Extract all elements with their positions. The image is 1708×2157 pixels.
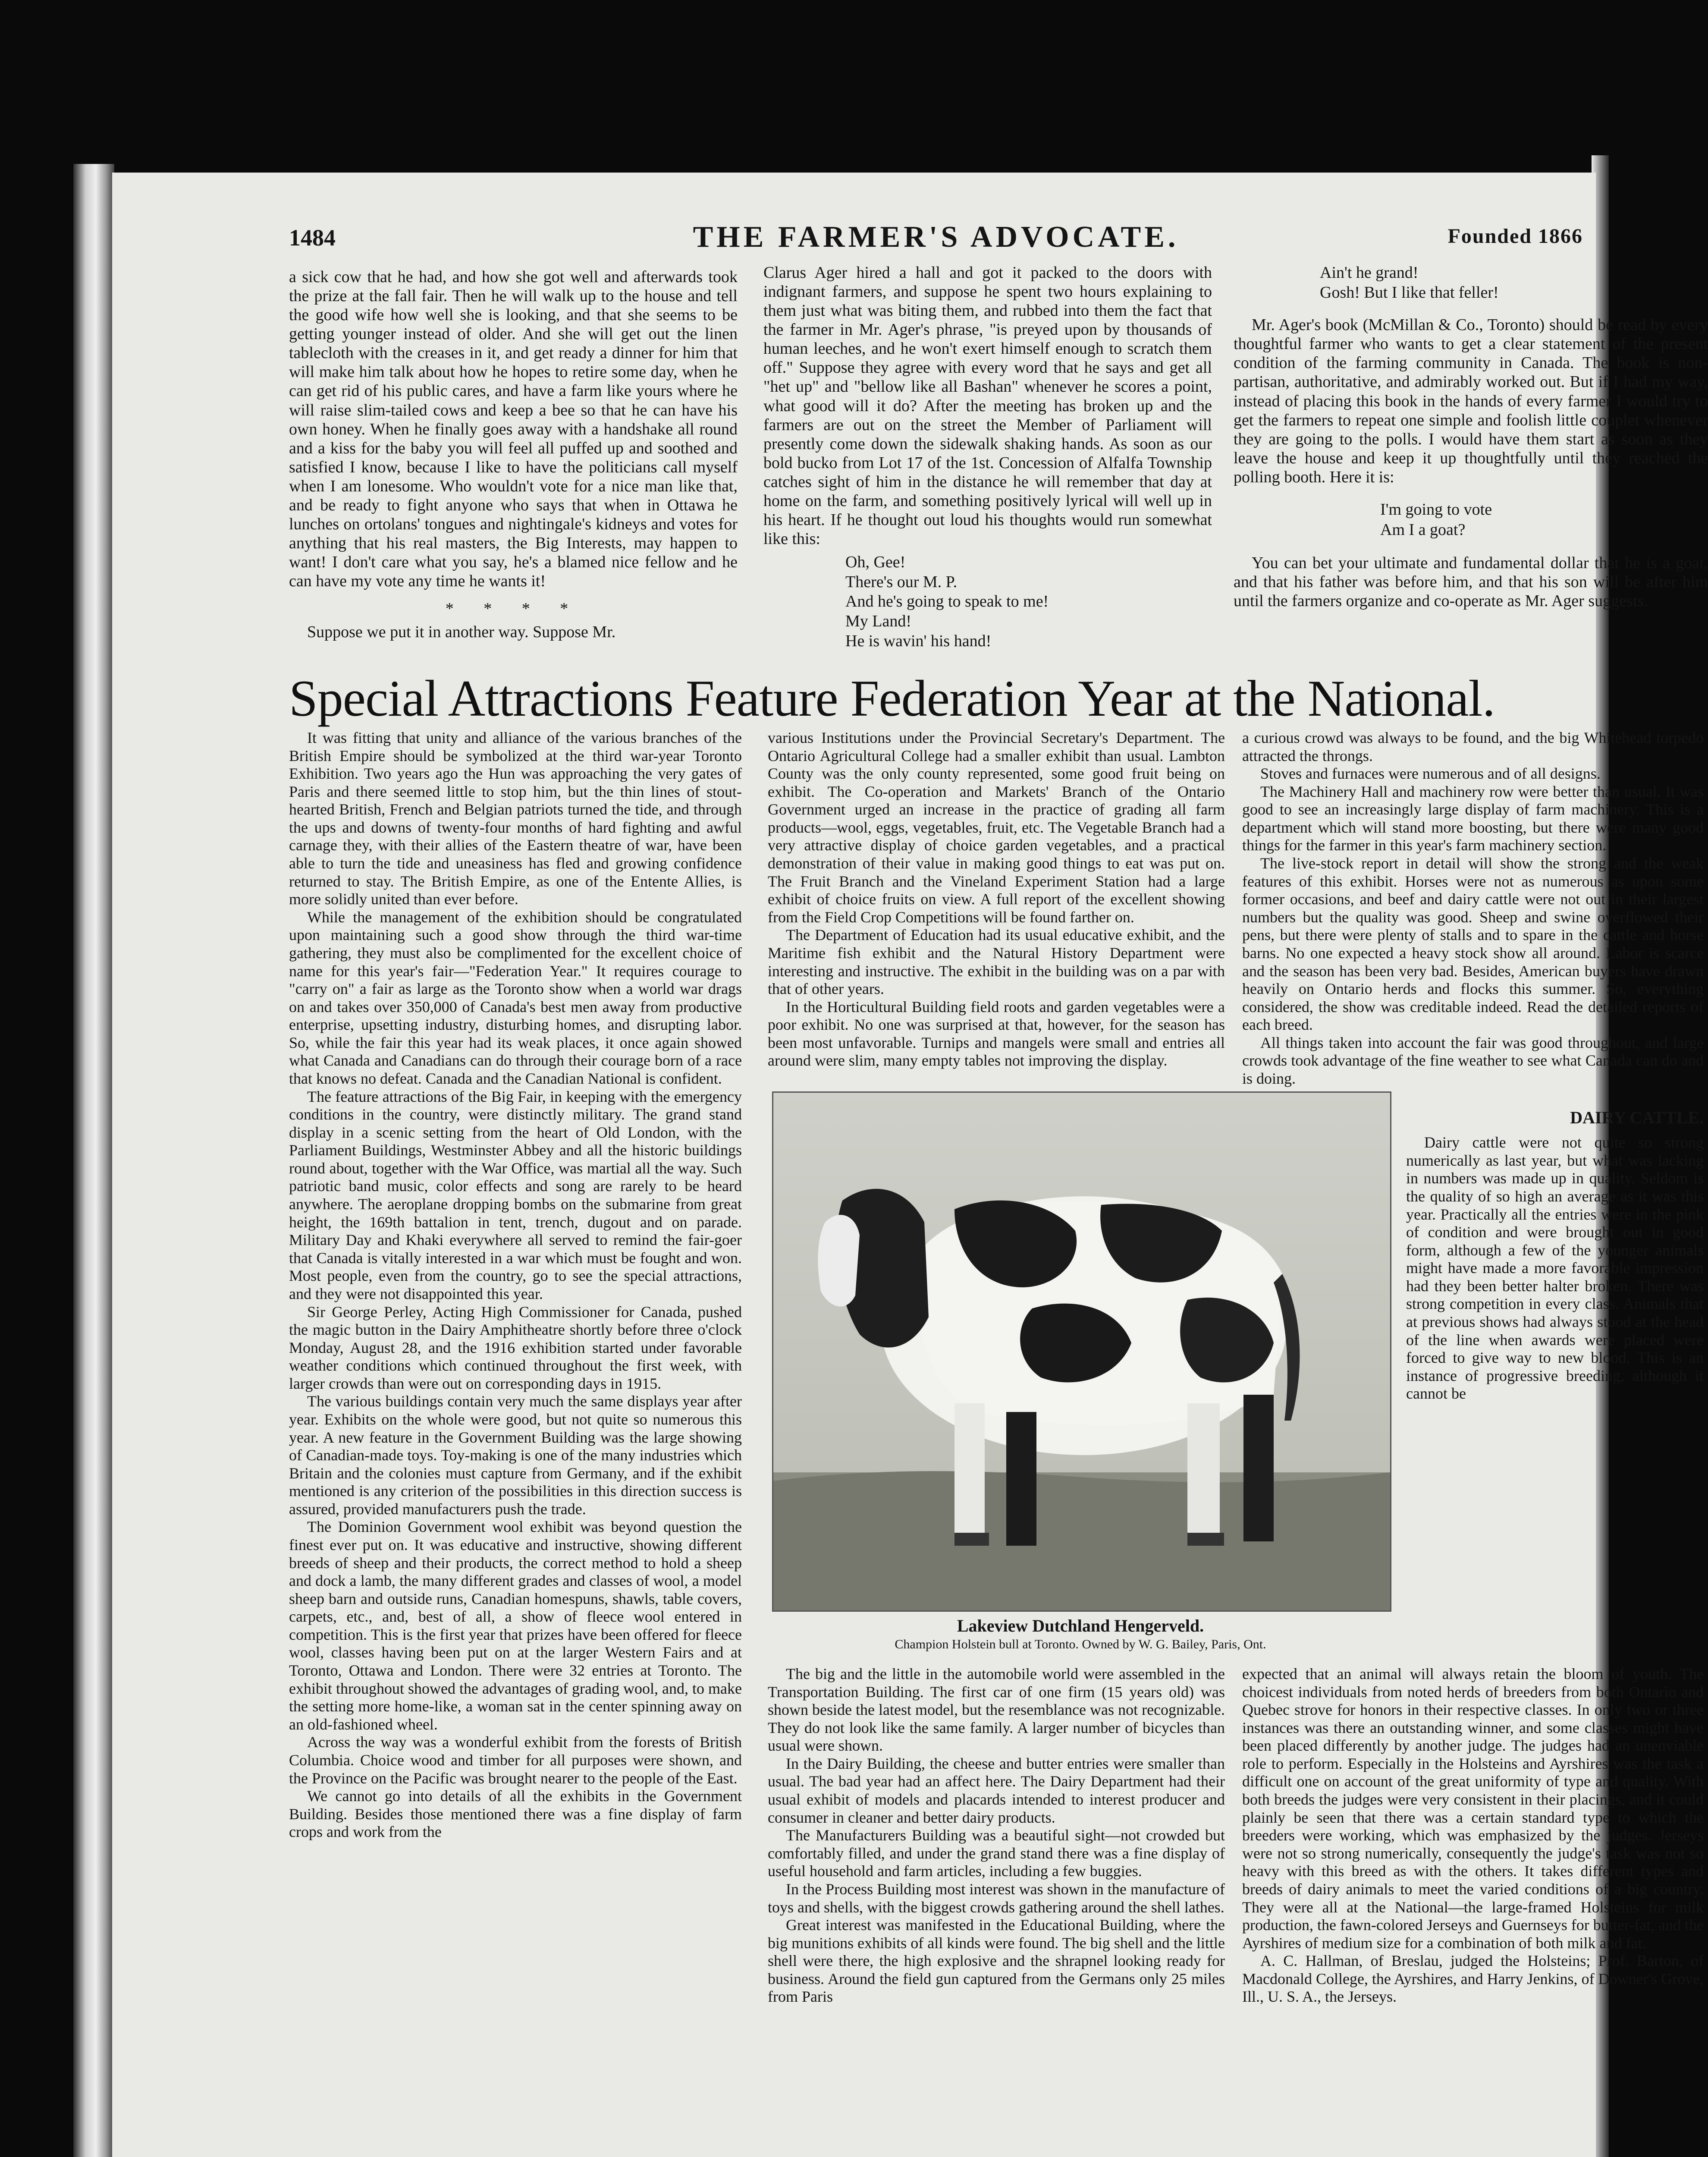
top-column-3 (1234, 263, 1708, 610)
paragraph: The feature attractions of the Big Fair, in keeping with the emergency conditions in the country, were distinctly military. The grand stand display in a scenic setting from the heart of Old London, with the Parliament Buildings, Westminster Abbey and all the historic buildings round about, together with the War Office, was martial all the way. Such patriotic band music, color effects and song are rarely to be heard anywhere. The aeroplane dropping bombs on the submarine from great height, the 169th battalion in tent, trench, dugout and on parade. Military Day and Khaki everywhere all served to remind the fair-goer that Canada is vitally interested in a war which must be fought and won. Most people, even from the country, go to see the special attractions, and they were not disappointed this year. (289, 1088, 742, 1302)
paragraph: Dairy cattle were not quite so strong numerically as last year, but what was lacking in numbers was made up in quality. Seldom is the quality of so high an average as it was this year. Practically all the entries were in the pink of condition and were brought out in good form, although a few of the younger animals might have made a more favorable impression had they been better halter broken. There was strong competition in every class. Animals that at previous shows had always stood at the head of the line when awards were placed were forced to give way to new blood. This is an instance of progressive breeding, although it cannot be (1406, 1134, 1704, 1402)
paragraph: Across the way was a wonderful exhibit from the forests of British Columbia. Choice wood and timber for all purposes were shown, and the Province on the Pacific was brought nearer to the people of the East. (289, 1733, 742, 1787)
article-headline: Special Attractions Feature Federation Year at the National. (289, 670, 1495, 727)
top-column-1 (289, 267, 738, 641)
couplet (1380, 500, 1708, 541)
paragraph: While the management of the exhibition should be congratulated upon maintaining such a good show through the third war-time gathering, they must also be complimented for the excellent choice of name for this year's fair—"Federation Year." It requires courage to "carry on" a fair as large as the Toronto show when a world war drags on and takes over 350,000 of Canada's best men away from productive enterprise, upsetting industry, disturbing homes, and disrupting labor. So, while the fair this year had its weak places, it once again showed what Canada and Canadians can do through their courage born of a race that knows no defeat. Canada and the Canadian National is confident. (289, 908, 742, 1087)
paragraph: a sick cow that he had, and how she got well and afterwards took the prize at the fall fair. Then he will walk up to the house and tell the good wife how well she is looking, and that she seems to be getting younger instead of older. And she will get out the linen tablecloth with the creases in it, and get ready a dinner for him that will make him talk about how he hopes to retire some day, when he can get rid of his public cares, and have a farm like yours where he will raise slim-tailed cows and keep a bee so that he can have his own honey. When he finally goes away with a handshake all round and a kiss for the baby you will feel all puffed up and soothed and satisfied I know, because I like to have the politicians call myself when I am lonesome. Who wouldn't vote for a nice man like that, and be ready to fight anyone who says that when in Ottawa he lunches on ortolans' tongues and nightingale's kidneys and votes for anything that his real masters, the Big Interests, may happen to want! I don't care what you say, he's a blamed nice fellow and he can have my vote any time he wants it! (289, 268, 738, 591)
paragraph: Stoves and furnaces were numerous and of all designs. (1260, 765, 1601, 783)
verse-line: And he's going to speak to me! (845, 592, 1049, 611)
section-stars: * * * * (445, 600, 581, 618)
holstein-bull-image (773, 1093, 1390, 1610)
paragraph: The Dominion Government wool exhibit was beyond question the finest ever put on. It was educative and instructive, showing different breeds of sheep and their products, the correct method to hold a sheep and dock a lamb, the many different grades and classes of wool, a model sheep barn and outside runs, Canadian homespuns, shawls, table covers, carpets, etc., and, best of all, a show of fleece wool entered in competition. This is the first year that prizes have been offered for fleece wool, classes having been put on at the larger Western Fairs and at Toronto, Ottawa and London. There were 32 entries at Toronto. The exhibit throughout showed the advantages of grading wool, and, to make the setting more home-like, a woman sat in the center spinning away on an old-fashioned wheel. (289, 1518, 742, 1733)
paragraph: various Institutions under the Provincial Secretary's Department. The Ontario Agricultural College had a smaller exhibit than usual. Lambton County was the only county represented, some good fruit being on exhibit. The Co-operation and Markets' Branch of the Ontario Government urged an increase in the practice of grading all farm products—wool, eggs, vegetables, fruit, etc. The Vegetable Branch had a very attractive display of choice garden vegetables, and a practical demonstration of their value in making good things to eat was put on. The Fruit Branch and the Vineland Experiment Station had a large exhibit of choice fruits on view. A full report of the excellent showing from the Field Crop Competitions will be found farther on. (768, 729, 1225, 926)
founded-label: Founded 1866 (1447, 225, 1583, 248)
paragraph: In the Process Building most interest was shown in the manufacture of toys and shells, with the biggest crowds gathering around the shell lathes. (768, 1880, 1225, 1916)
paragraph: The Department of Education had its usual educative exhibit, and the Maritime fish exhibit and the Natural History Department were interesting and instructive. The exhibit in the building was on a par with that of other years. (768, 926, 1225, 998)
photo-caption-subtitle: Champion Holstein bull at Toronto. Owned by W. G. Bailey, Paris, Ont. (895, 1637, 1266, 1651)
article-column-1 (289, 729, 742, 1841)
verse (845, 553, 1212, 651)
paragraph: a curious crowd was always to be found, and the big Whitehead torpedo attracted the throngs. (1242, 729, 1704, 764)
paragraph: It was fitting that unity and alliance of the various branches of the British Empire should be symbolized at the third war-year Toronto Exhibition. Two years ago the Hun was approaching the very gates of Paris and there seemed little to stop him, but the thin lines of stout-hearted British, French and Belgian patriots turned the tide, and through the ups and downs of twenty-four months of hard fighting and awful carnage they, with their allies of the Eastern theatre of war, have been able to turn the tide and uneasiness has fled and growing confidence returned to stay. The British Empire, as one of the Entente Allies, is more solidly united than ever before. (289, 729, 742, 908)
dairy-cattle-heading: DAIRY CATTLE. (1570, 1108, 1704, 1127)
verse-line: Gosh! But I like that feller! (1320, 283, 1499, 302)
paragraph: In the Horticultural Building field roots and garden vegetables were a poor exhibit. No one was surprised at that, however, for the season has been most unfavorable. Turnips and mangels were small and entries all around were slim, many empty tables not improving the display. (768, 998, 1225, 1069)
paragraph: Sir George Perley, Acting High Commissioner for Canada, pushed the magic button in the Dairy Amphitheatre shortly before three o'clock Monday, August 28, and the 1916 exhibition started under favorable weather conditions which continued throughout the first week, with larger crowds than were out on corresponding days in 1915. (289, 1303, 742, 1392)
paragraph: The live-stock report in detail will show the strong and the weak features of this exhibit. Horses were not as numerous as upon some former occasions, and beef and dairy cattle were not out in their largest numbers but the quality was good. Sheep and swine overflowed their pens, but there were plenty of stalls and to spare in the cattle and horse barns. No one expected a heavy stock show all around. Labor is scarce and the season has been very bad. Besides, American buyers have drawn heavily on Ontario herds and flocks this summer. So, everything considered, the show was creditable indeed. Read the detailed reports of each breed. (1242, 855, 1704, 1034)
verse-line: He is wavin' his hand! (845, 632, 992, 650)
paragraph: expected that an animal will always retain the bloom of youth. The choicest individuals from noted herds of breeders from both Ontario and Quebec strove for honors in their respective classes. In only two or three instances was there an outstanding winner, and some classes might have been placed differently by another judge. The judges had an unenviable role to perform. Especially in the Holsteins and Ayrshires was the task a difficult one on account of the great uniformity of type and quality. With both breeds the judges were very consistent in their placings, and it could plainly be seen that there was a certain standard type to which the breeders were working, which was emphasized by the judges. Jerseys were not so strong numerically, consequently the judge's task was not so heavy with this breed as with the others. It takes different types and breeds of dairy animals to meet the varied conditions of a big country. They were all at the National—the large-framed Holsteins for milk production, the fawn-colored Jerseys and Guernseys for butter-fat, and the Ayrshires of medium size for a combination of both milk and fat. (1242, 1665, 1704, 1952)
verse-line: Ain't he grand! (1320, 264, 1419, 282)
verse-line: Am I a goat? (1380, 521, 1466, 539)
paragraph: The Manufacturers Building was a beautiful sight—not crowded but comfortably filled, and under the grand stand there was a fine display of useful household and farm articles, including a few buggies. (768, 1827, 1225, 1880)
paragraph: The big and the little in the automobile world were assembled in the Transportation Building. The first car of one firm (15 years old) was shown beside the latest model, but the resemblance was not recognizable. They do not look like the same family. A larger number of bicycles than usual were shown. (768, 1665, 1225, 1755)
verse (1320, 263, 1708, 302)
top-column-2 (763, 263, 1212, 655)
paragraph: Clarus Ager hired a hall and got it packed to the doors with indignant farmers, and suppose he spent two hours explaining to them just what was biting them, and rubbed into them the fact that the farmer in Mr. Ager's phrase, "is preyed upon by thousands of human leeches, and he won't exert himself enough to scratch them off." Suppose they agree with every word that he says and get all "het up" and "bellow like all Bashan" whenever he scores a point, what good will it do? After the meeting has broken up and the farmers are out on the street the Member of Parliament will presently come down the sidewalk shaking hands. As soon as our bold bucko from Lot 17 of the 1st. Concession of Alfalfa Township catches sight of him in the distance he will remember that day at home on the farm, and something positively lyrical will well up in his heart. If he thought out loud his thoughts would run somewhat like this: (763, 264, 1212, 548)
article-column-3-narrow (1406, 1100, 1704, 1403)
paragraph: In the Dairy Building, the cheese and butter entries were smaller than usual. The bad year had an affect here. The Dairy Department had their usual exhibit of models and placards intended to interest producer and consumer in cleaner and better dairy products. (768, 1755, 1225, 1826)
page-number: 1484 (289, 225, 336, 251)
bull-photograph (772, 1091, 1391, 1612)
newspaper-page (112, 173, 1708, 2157)
paragraph: Great interest was manifested in the Educational Building, where the big munitions exhibits of all kinds were found. The big shell and the little shell were there, the high explosive and the shrapnel looking ready for business. Around the field gun captured from the Germans only 25 miles from Paris (768, 1916, 1225, 2006)
paragraph: Mr. Ager's book (McMillan & Co., Toronto) should be read by every thoughtful farmer who wants to get a clear statement of the present condition of the farming community in Canada. The book is non-partisan, authoritative, and admirably worked out. But if I had my way, instead of placing this book in the hands of every farmer I would try to get the farmers to repeat one simple and foolish little couplet whenever they are going to the polls. I would have them start as soon as they leave the house and keep it up thoughtfully until they reached the polling booth. Here it is: (1234, 316, 1708, 486)
paragraph: The various buildings contain very much the same displays year after year. Exhibits on the whole were good, but not quite so numerous this year. A new feature in the Government Building was the large showing of Canadian-made toys. Toy-making is one of the many industries which Britain and the colonies must capture from Germany, and if the exhibit mentioned is any criterion of the possibilities in this direction success is assured, provided manufacturers push the trade. (289, 1393, 742, 1518)
paragraph: Suppose we put it in another way. Suppose Mr. (307, 623, 616, 641)
paragraph: We cannot go into details of all the exhibits in the Government Building. Besides those mentioned there was a fine display of farm crops and work from the (289, 1787, 742, 1841)
paragraph: All things taken into account the fair was good throughout, and large crowds took advantage of the fine weather to see what Canada can do and is doing. (1242, 1034, 1704, 1087)
photo-caption-title: Lakeview Dutchland Hengerveld. (957, 1616, 1204, 1635)
verse-line: I'm going to vote (1380, 500, 1492, 519)
article-column-3-top (1242, 729, 1704, 1088)
page-header (289, 220, 1583, 259)
paragraph: A. C. Hallman, of Breslau, judged the Holsteins; Prof. Barton, of Macdonald College, the Ayrshires, and Harry Jenkins, of Downer's Grove, Ill., U. S. A., the Jerseys. (1242, 1952, 1704, 2006)
article-column-3-bottom (1242, 1665, 1704, 2006)
book-edge-left (73, 164, 114, 2157)
paragraph: You can bet your ultimate and fundamental dollar that he is a goat, and that his father was before him, and that his son will be after him until the farmers organize and co-operate as Mr. Ager suggests. (1234, 553, 1708, 610)
article-column-2-bottom (768, 1665, 1225, 2006)
verse-line: Oh, Gee! (845, 553, 906, 572)
verse-line: My Land! (845, 612, 912, 630)
verse-line: There's our M. P. (845, 572, 958, 591)
masthead: THE FARMER'S ADVOCATE. (693, 220, 1179, 254)
paragraph: The Machinery Hall and machinery row were better than usual. It was good to see an increasingly large display of farm machinery. This is a department which will stand more boosting, but there were many good things for the farmer in this year's farm machinery section. (1242, 783, 1704, 854)
article-column-2-top (768, 729, 1225, 1070)
